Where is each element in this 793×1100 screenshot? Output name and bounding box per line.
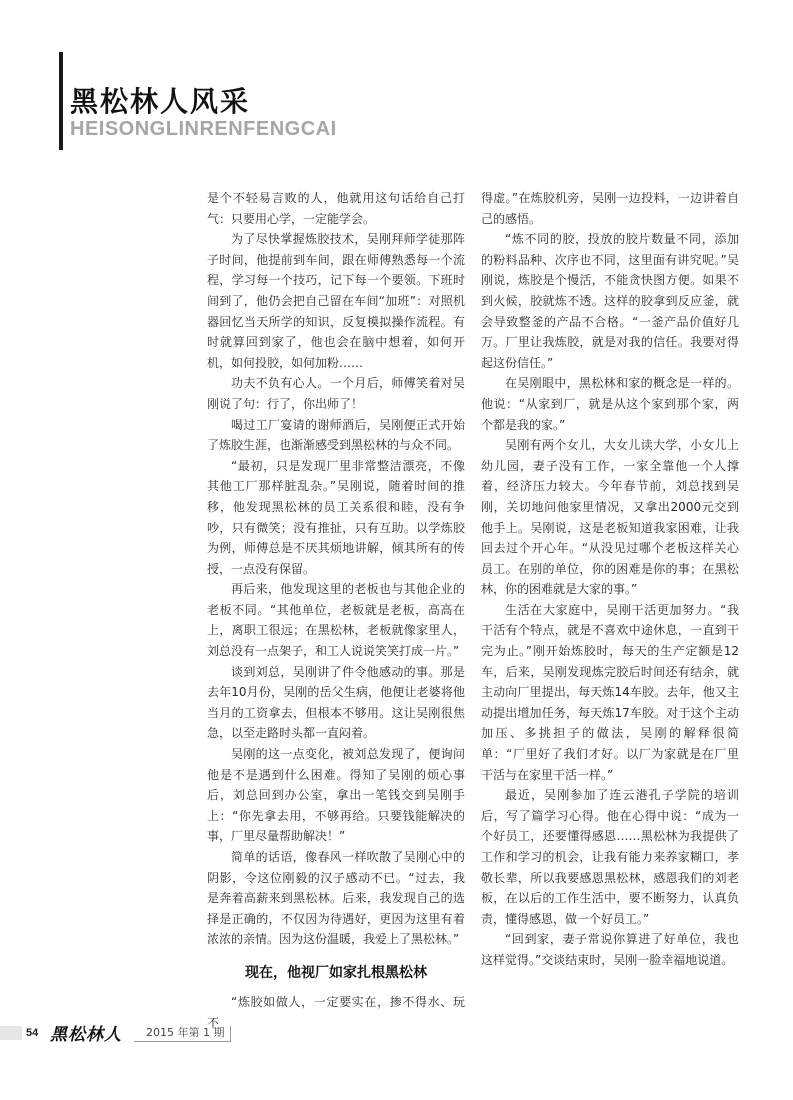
paragraph: 再后来，他发现这里的老板也与其他企业的老板不同。“其他单位，老板就是老板，高高在上，离职工很远；在黑松林，老板就像家里人，刘总没有一点架子，和工人说说笑笑打成一片。” [207, 582, 465, 659]
right-paragraphs [481, 188, 739, 971]
paragraph: 为了尽快掌握炼胶技术，吴刚拜师学徒那阵子时间，他提前到车间，跟在师傅熟悉每一个流程，学习每一个技巧，记下每一个要领。下班时间到了，他仍会把自己留在车间“加班”：对照机器回忆当天所学的知识，反复模拟操作流程。有时就算回到家了，他也会在脑中想着，如何开机，如何投胶，如何加粉…… [207, 232, 465, 370]
section-pinyin: HEISONGLINRENFENGCAI [70, 118, 337, 140]
magazine-logo: 黑松林人 [50, 1025, 122, 1045]
paragraph: 喝过工厂宴请的谢师酒后，吴刚便正式开始了炼胶生涯，也渐渐感受到黑松林的与众不同。 [207, 417, 465, 453]
paragraph: 吴刚有两个女儿，大女儿读大学，小女儿上幼儿园，妻子没有工作，一家全靠他一个人撑着，经济压力较大。今年春节前，刘总找到吴刚，关切地问他家里情况，又拿出2000元交到他手上。吴刚说，这是老板知道我家困难，让我回去过个开心年。“从没见过哪个老板这样关心员工。在别的单位，你的困难是你的事；在黑松林，你的困难就是大家的事。” [481, 438, 739, 597]
section-title: 黑松林人风采 [70, 85, 251, 118]
paragraph: “炼不同的胶，投放的胶片数量不同，添加的粉料品种、次序也不同，这里面有讲究呢。”吴刚说，炼胶是个慢活，不能贪快图方便。如果不到火候，胶就炼不透。这样的胶拿到反应釜，就会导致整釜的产品不合格。“一釜产品价值好几万。厂里让我炼胶，就是对我的信任。我要对得起这份信任。” [481, 232, 739, 370]
paragraph: 功夫不负有心人。一个月后，师傅笑着对吴刚说了句：行了，你出师了！ [207, 376, 465, 411]
footer-divider-tick [230, 1026, 231, 1042]
paragraph: “最初，只是发现厂里非常整洁漂亮，不像其他工厂那样脏乱杂。”吴刚说，随着时间的推移，他发现黑松林的员工关系很和睦，没有争吵，只有微笑；没有推扯，只有互助。以学炼胶为例，师傅总是不厌其烦地讲解，倾其所有的传授，一点没有保留。 [207, 458, 465, 576]
article-column-right [481, 188, 739, 971]
article-subheading: 现在，他视厂如家扎根黑松林 [245, 964, 427, 981]
issue-label: 2015 年第 1 期 [146, 1026, 225, 1039]
paragraph: 谈到刘总，吴刚讲了件令他感动的事。那是去年10月份，吴刚的岳父生病，他便让老婆将他当月的工资拿去，但根本不够用。这让吴刚很焦急，以至走路时头都一直闷着。 [207, 664, 465, 741]
paragraph: 最近，吴刚参加了连云港孔子学院的培训后，写了篇学习心得。他在心得中说：“成为一个好员工，还要懂得感恩……黑松林为我提供了工作和学习的机会，让我有能力来养家糊口，孝敬长辈，所以我要感恩黑松林，感恩我们的刘老板，在以后的工作生活中，要不断努力，认真负责，懂得感恩，做一个好员工。” [481, 788, 739, 926]
paragraph: “炼胶如做人，一定要实在，掺不得水、玩不 [207, 994, 465, 1030]
footer-divider-line [134, 1041, 230, 1042]
left-paragraphs [207, 188, 465, 950]
page-footer [0, 1022, 793, 1050]
paragraph: 生活在大家庭中，吴刚干活更加努力。“我干活有个特点，就是不喜欢中途休息，一直到干完为止。”刚开始炼胶时，每天的生产定额是12车，后来，吴刚发现炼完胶后时间还有结余，就主动向厂里提出，每天炼14车胶。去年，他又主动提出增加任务，每天炼17车胶。对于这个主动加压、多挑担子的做法，吴刚的解释很简单：“厂里好了我们才好。以厂为家就是在厂里干活与在家里干活一样。” [481, 602, 739, 782]
paragraph: 在吴刚眼中，黑松林和家的概念是一样的。他说：“从家到厂，就是从这个家到那个家，两个都是我的家。” [481, 376, 739, 432]
footer-gray-block [0, 1026, 22, 1040]
article-column-left [207, 188, 465, 1033]
paragraph: 得虚。”在炼胶机旁，吴刚一边投料，一边讲着自己的感悟。 [481, 191, 739, 226]
header-accent-bar [59, 52, 63, 150]
paragraph: 吴刚的这一点变化，被刘总发现了，便询问他是不是遇到什么困难。得知了吴刚的烦心事后，刘总回到办公室，拿出一笔钱交到吴刚手上：“你先拿去用，不够再给。只要钱能解决的事，厂里尽量帮助解决！” [207, 747, 465, 844]
paragraph: 是个不轻易言败的人，他就用这句话给自己打气：只要用心学，一定能学会。 [207, 191, 465, 226]
paragraph: “回到家，妻子常说你算进了好单位，我也这样觉得。”交谈结束时，吴刚一脸幸福地说道。 [481, 932, 739, 967]
page-number: 54 [26, 1027, 39, 1039]
paragraph: 简单的话语，像春风一样吹散了吴刚心中的阴影，令这位刚毅的汉子感动不已。“过去，我是奔着高薪来到黑松林。后来，我发现自己的选择是正确的，不仅因为待遇好，更因为这里有着浓浓的亲情。因为这份温暖，我爱上了黑松林。” [207, 850, 465, 947]
